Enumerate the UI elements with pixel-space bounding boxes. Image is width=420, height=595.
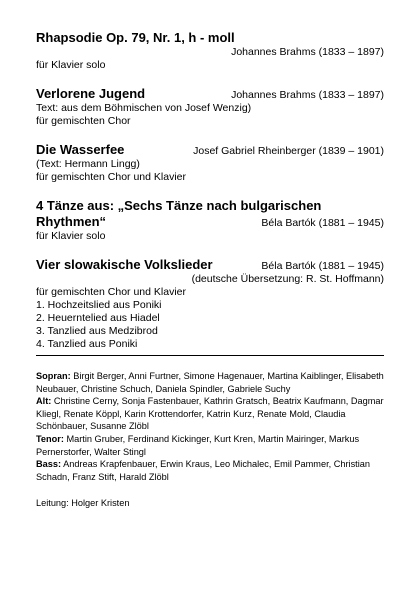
piece-instrumentation: für Klavier solo (36, 59, 106, 71)
piece-title-line1: 4 Tänze aus: „Sechs Tänze nach bulgarischen (36, 198, 322, 213)
cast-tenor (36, 433, 384, 458)
piece-composer: Johannes Brahms (1833 – 1897) (231, 46, 384, 58)
song-item: 1. Hochzeitslied aus Poniki (36, 299, 162, 311)
piece-instrumentation: für gemischten Chor und Klavier (36, 171, 186, 183)
cast-bass (36, 458, 384, 483)
piece-composer: Béla Bartók (1881 – 1945) (261, 217, 384, 229)
piece-rhapsodie (36, 30, 384, 72)
piece-text-credit: Text: aus dem Böhmischen von Josef Wenzig) (36, 102, 252, 114)
cast-alt (36, 395, 384, 433)
piece-title: Verlorene Jugend (36, 86, 146, 101)
song-item: 2. Heuerntelied aus Hiadel (36, 312, 160, 324)
divider (36, 355, 384, 356)
song-item: 3. Tanzlied aus Medzibrod (36, 325, 158, 337)
cast-sopran (36, 370, 384, 395)
cast-list (36, 370, 384, 483)
piece-die-wasserfee (36, 142, 384, 184)
piece-bulgarische-taenze (36, 198, 384, 243)
voice-members: Christine Cerny, Sonja Fastenbauer, Kathrin Gratsch, Beatrix Kaufmann, Dagmar Kliegl, Renate Köppl, Karin Krottendorfer, Katrin Kurz, Renate Mold, Claudia Schönbauer, Susanne Zlöbl (36, 396, 384, 432)
piece-text-credit: (Text: Hermann Lingg) (36, 158, 140, 170)
voice-label: Tenor: (36, 433, 64, 444)
piece-verlorene-jugend (36, 86, 384, 128)
voice-label: Sopran: (36, 371, 71, 381)
piece-instrumentation: für gemischten Chor (36, 115, 131, 127)
piece-heading-row (36, 214, 384, 230)
piece-composer: Béla Bartók (1881 – 1945) (261, 260, 384, 272)
piece-title: Rhapsodie Op. 79, Nr. 1, h - moll (36, 30, 235, 45)
voice-label: Bass: (36, 459, 62, 470)
piece-instrumentation: für Klavier solo (36, 230, 106, 242)
conductor-line: Leitung: Holger Kristen (36, 498, 130, 509)
song-item: 4. Tanzlied aus Poniki (36, 338, 138, 350)
piece-heading-row (36, 257, 384, 273)
voice-label: Alt: (36, 396, 52, 407)
piece-title: Die Wasserfee (36, 142, 125, 157)
program-page (36, 30, 384, 510)
piece-instrumentation: für gemischten Chor und Klavier (36, 286, 186, 298)
voice-members: Martin Gruber, Ferdinand Kickinger, Kurt Kren, Martin Mairinger, Markus Pernerstorfer, Walter Stingl (36, 433, 360, 457)
piece-heading-row (36, 86, 384, 102)
piece-heading-row (36, 142, 384, 158)
voice-members: Birgit Berger, Anni Furtner, Simone Hagenauer, Martina Kaiblinger, Elisabeth Neubauer, Christine Schuch, Daniela Spindler, Gabriele Suchy (36, 371, 384, 394)
piece-slowakische-volkslieder (36, 257, 384, 351)
piece-title: Vier slowakische Volkslieder (36, 257, 213, 272)
piece-composer: Johannes Brahms (1833 – 1897) (231, 89, 384, 101)
piece-translation-credit: (deutsche Übersetzung: R. St. Hoffmann) (191, 273, 384, 285)
piece-title-line2: Rhythmen“ (36, 214, 107, 229)
voice-members: Andreas Krapfenbauer, Erwin Kraus, Leo Michalec, Emil Pammer, Christian Schadn, Franz Stift, Harald Zlöbl (36, 459, 370, 482)
piece-composer: Josef Gabriel Rheinberger (1839 – 1901) (193, 145, 384, 157)
